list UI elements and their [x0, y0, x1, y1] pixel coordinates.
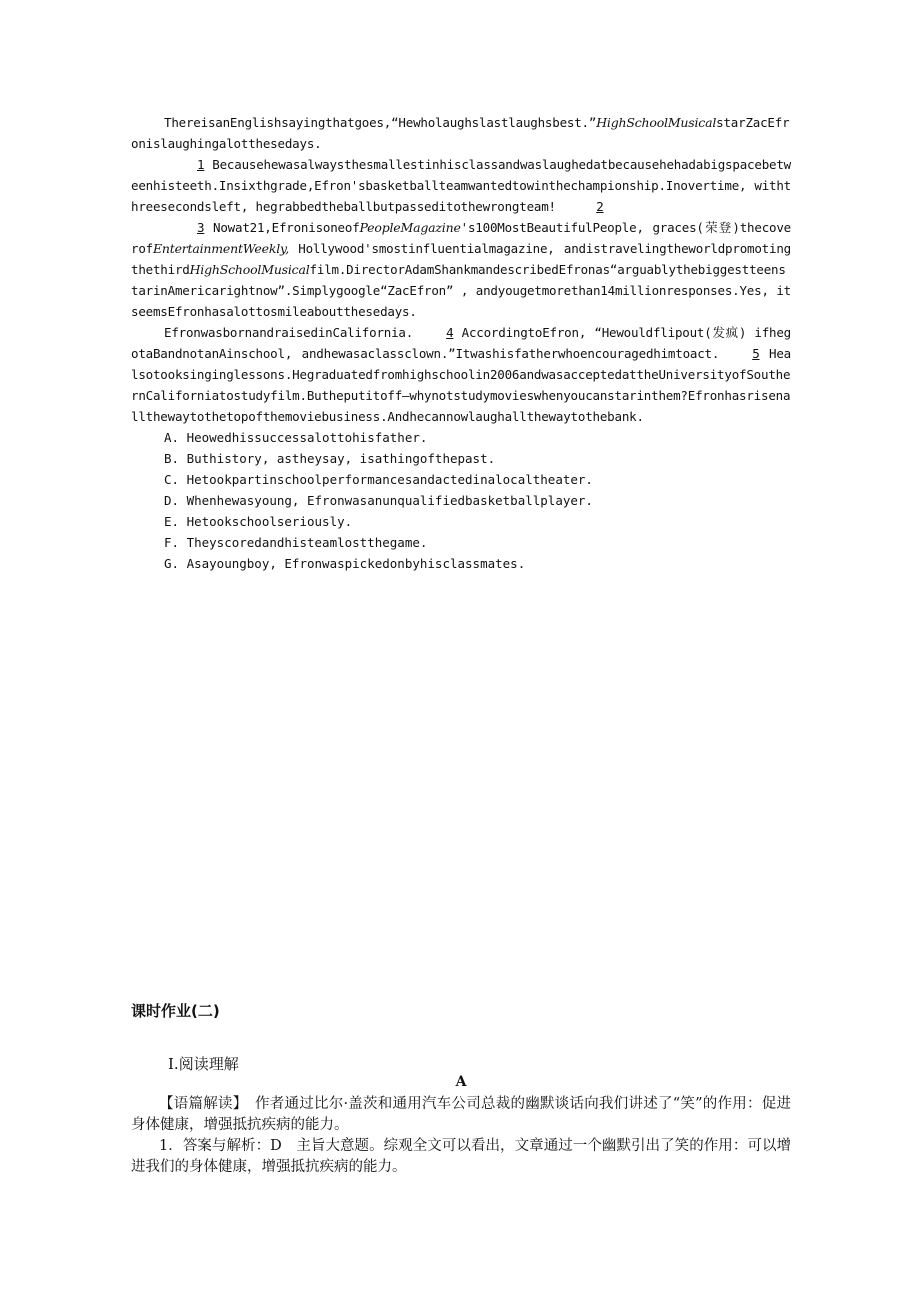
blank-4: 4 — [446, 325, 454, 340]
paragraph-4-text-c: Healsotooksinginglessons.Hegraduatedfromhighschoolin2006andwasacceptedattheUniversityofSouthernCaliforniatostudyfilm.Butheputitoff—whynotstudymovieswhenyoucanstarinthem?Efronhasrisenallthewaytothetopofthemoviebusiness.Andhecannowlaughallthewaytothebank. — [131, 346, 791, 424]
blank-5: 5 — [752, 346, 760, 361]
passage-summary: 【语篇解读】 作者通过比尔·盖茨和通用汽车公司总裁的幽默谈话向我们讲述了“笑”的作用：促进身体健康，增强抵抗疾病的能力。 — [131, 1096, 791, 1133]
passage-letter: A — [455, 1074, 467, 1090]
paragraph-3-text-c: Hollywood'smostinfluentialmagazine, andistravelingtheworldpromotingthethird — [131, 241, 791, 277]
paragraph-1-tail: starZacEfronislaughingalotthesedays. — [131, 115, 790, 151]
option-c: C. Hetookpartinschoolperformancesandactedinalocaltheater. — [164, 472, 593, 487]
paragraph-1 — [131, 112, 791, 154]
blank-3: 3 — [197, 220, 205, 235]
magazine-title-1: PeopleMagazine — [359, 220, 461, 235]
option-f: F. Theyscoredandhisteamlostthegame. — [164, 535, 428, 550]
blank-2: 2 — [596, 199, 604, 214]
paragraph-4-text-a: EfronwasbornandraisedinCalifornia. — [164, 325, 414, 340]
option-e: E. Hetookschoolseriously. — [164, 514, 353, 529]
options-list — [131, 427, 791, 574]
homework-title: 课时作业(二) — [131, 1002, 220, 1020]
blank-1: 1 — [197, 157, 205, 172]
option-d: D. Whenhewasyoung, Efronwasanunqualifiedbasketballplayer. — [164, 493, 593, 508]
paragraph-4 — [131, 322, 791, 427]
reading-passage — [131, 112, 791, 574]
paragraph-3-text-a: Nowat21,Efronisoneof — [213, 220, 360, 235]
paragraph-4-text-b: AccordingtoEfron, “Hewouldflipout(发疯) ifhegotaBandnotanAinschool, andhewasaclassclown.”Itwashisfatherwhoencouragedhimtoact. — [131, 325, 792, 361]
option-g: G. Asayoungboy, Efronwaspickedonbyhisclassmates. — [164, 556, 526, 571]
show-title-1: HighSchoolMusical — [596, 115, 717, 130]
option-b: B. Buthistory, astheysay, isathingofthepast. — [164, 451, 496, 466]
answer-1: 1．答案与解析：D 主旨大意题。综观全文可以看出，文章通过一个幽默引出了笑的作用：可以增进我们的身体健康，增强抵抗疾病的能力。 — [131, 1138, 791, 1175]
answer-explanation — [131, 1094, 791, 1178]
option-a: A. Heowedhissuccessalottohisfather. — [164, 430, 428, 445]
paragraph-3-text-b: 's100MostBeautifulPeople, graces(荣登)thecoverof — [131, 220, 792, 256]
section-heading: Ⅰ.阅读理解 — [168, 1055, 239, 1073]
show-title-2: HighSchoolMusical — [189, 262, 310, 277]
paragraph-1-text: ThereisanEnglishsayingthatgoes,“Hewholaughslastlaughsbest.” — [164, 115, 597, 130]
paragraph-2 — [131, 154, 791, 217]
magazine-title-2: EntertainmentWeekly, — [152, 241, 289, 256]
paragraph-3 — [131, 217, 791, 322]
paragraph-3-text-d: film.DirectorAdamShankmandescribedEfronas“arguablythebiggestteenstarinAmericarightnow”.Simplygoogle“ZacEfron” , andyougetmorethan14millionresponses.Yes, itseemsEfronhasalottosmileaboutthesedays. — [131, 262, 791, 319]
paragraph-2-text: Becausehewasalwaysthesmallestinhisclassandwaslaughedatbecausehehadabigspacebetweenhisteeth.Insixthgrade,Efron'sbasketballteamwantedtowinthechampionship.Inovertime, withthreesecondsleft, hegrabbedtheballbutpasseditothewrongteam! — [131, 157, 791, 214]
